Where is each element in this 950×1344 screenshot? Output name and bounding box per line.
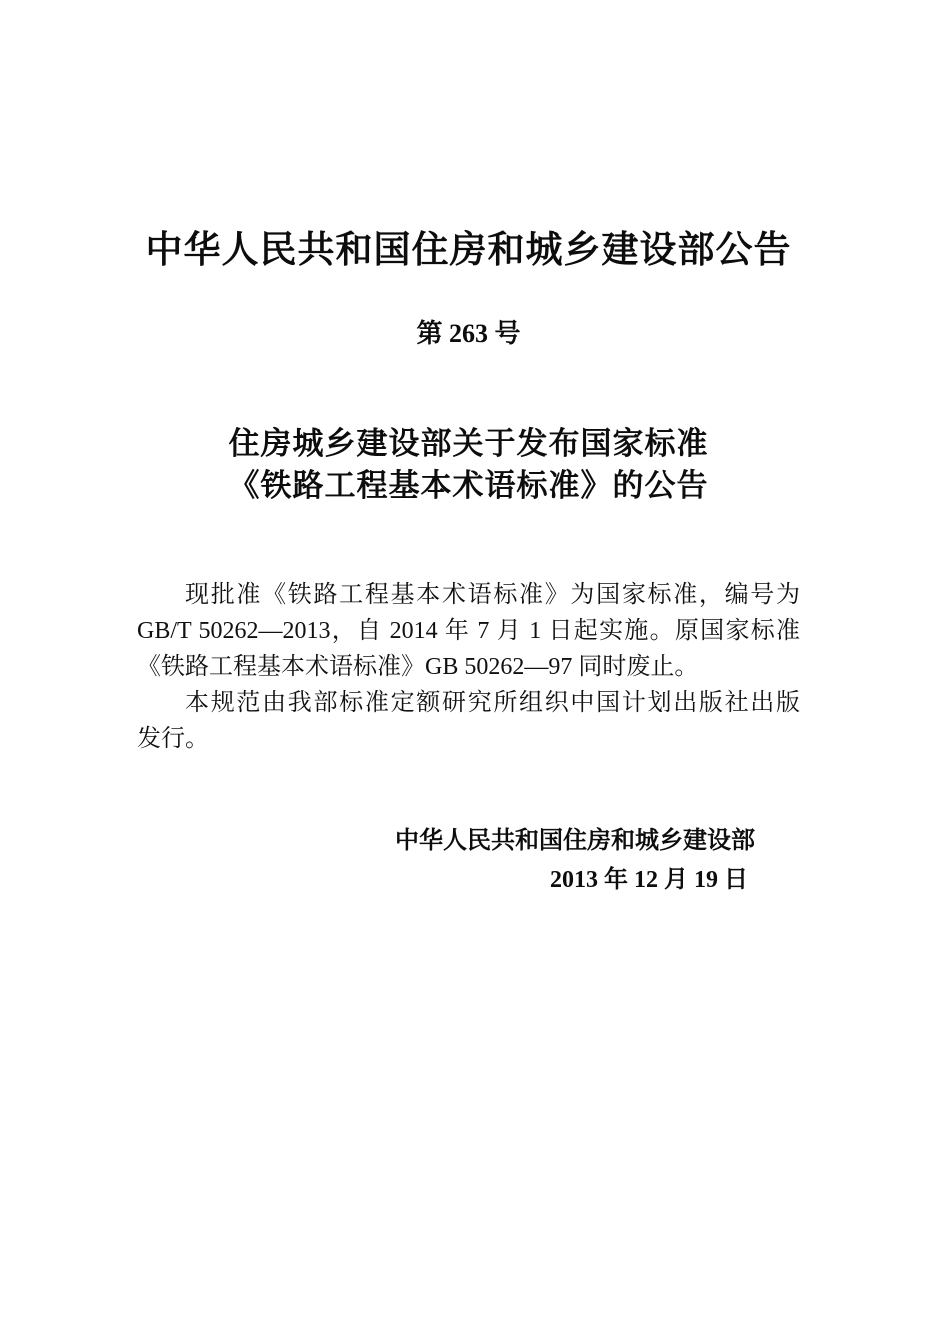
- paragraph-publication: [137, 685, 800, 757]
- notice-heading-line-2: 《铁路工程基本术语标准》的公告: [228, 468, 709, 503]
- announcement-title: 中华人民共和国住房和城乡建设部公告: [145, 229, 792, 270]
- issue-number: 第 263 号: [416, 319, 521, 348]
- signature-issuer: 中华人民共和国住房和城乡建设部: [395, 827, 755, 854]
- paragraph-approval: [137, 577, 800, 685]
- paragraph-publication-line-1: 本规范由我部标准定额研究所组织中国计划出版社出版: [185, 690, 800, 716]
- paragraph-publication-line-2: 发行。: [137, 726, 209, 752]
- signature-date: 2013 年 12 月 19 日: [550, 867, 748, 893]
- announcement-body: [137, 577, 800, 757]
- paragraph-approval-line-2: GB/T 50262—2013，自 2014 年 7 月 1 日起实施。原国家标准: [137, 618, 800, 644]
- notice-heading: [137, 423, 800, 507]
- notice-heading-line-1: 住房城乡建设部关于发布国家标准: [228, 426, 709, 461]
- paragraph-approval-line-3: 《铁路工程基本术语标准》GB 50262—97 同时废止。: [137, 654, 699, 680]
- signature-block: [137, 826, 800, 895]
- paragraph-approval-line-1: 现批准《铁路工程基本术语标准》为国家标准，编号为: [185, 582, 800, 608]
